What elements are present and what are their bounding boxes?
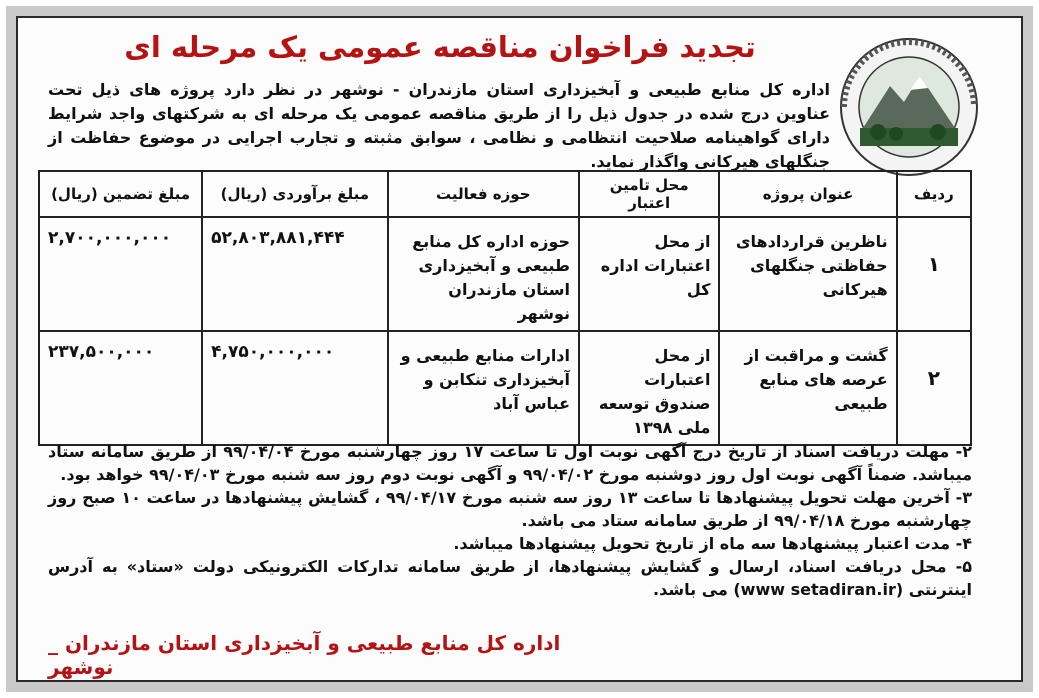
header-activity-scope: حوزه فعالیت [388,171,579,217]
header-row-number: ردیف [897,171,971,217]
funding-source: از محل اعتبارات صندوق توسعه ملی ۱۳۹۸ [579,331,719,445]
intro-paragraph [48,78,830,174]
guarantee-amount: ۲,۷۰۰,۰۰۰,۰۰۰ [39,217,202,331]
term-item: ۲- مهلت دریافت اسناد از تاریخ درج آگهی نوبت اول تا ساعت ۱۷ روز چهارشنبه مورخ ۹۹/۰۴/۰۴ از طریق سامانه ستاد میباشد. ضمناً آگهی نوبت اول روز دوشنبه مورخ ۹۹/۰۴/۰۲ و آگهی نوبت دوم روز سه شنبه مورخ ۹۹/۰۴/۰۳ خواهد بود. [48,442,973,484]
funding-source: از محل اعتبارات اداره کل [579,217,719,331]
guarantee-amount: ۲۳۷,۵۰۰,۰۰۰ [39,331,202,445]
header-funding-source: محل تامین اعتبار [579,171,719,217]
row-number: ۱ [897,217,971,331]
intro-text: اداره کل منابع طبیعی و آبخیزداری استان مازندران - نوشهر در نظر دارد پروژه های ذیل تحت عناوین درج شده در جدول ذیل را از طریق مناقصه عمومی یک مرحله ای به شرکتهای واجد شرایط دارای گواهینامه صلاحیت انتظامی و نظامی ، سوابق مثبته و تجارب اجرایی در موضوع حفاظت از جنگلهای هیرکانی واگذار نماید. [48,80,830,171]
activity-scope: حوزه اداره کل منابع طبیعی و آبخیزداری استان مازندران نوشهر [388,217,579,331]
row-number: ۲ [897,331,971,445]
term-item: ۳- آخرین مهلت تحویل پیشنهادها تا ساعت ۱۳ روز سه شنبه مورخ ۹۹/۰۴/۱۷ ، گشایش پیشنهادها در ساعت ۱۰ صبح روز چهارشنبه مورخ ۹۹/۰۴/۱۸ از طریق سامانه ستاد می باشد. [48,488,973,530]
estimate-amount: ۴,۷۵۰,۰۰۰,۰۰۰ [202,331,387,445]
project-title: گشت و مراقبت از عرصه های منابع طبیعی [719,331,896,445]
footer-signature: اداره کل منابع طبیعی و آبخیزداری استان مازندران _ نوشهر [48,631,561,679]
project-title: ناظرین قراردادهای حفاظتی جنگلهای هیرکانی [719,217,896,331]
term-item: ۴- مدت اعتبار پیشنهادها سه ماه از تاریخ تحویل پیشنهادها میباشد. [453,534,972,553]
table-row [39,217,971,331]
header-project-title: عنوان پروژه [719,171,896,217]
table-row [39,331,971,445]
estimate-amount: ۵۲,۸۰۳,۸۸۱,۴۴۴ [202,217,387,331]
header-estimate-amount: مبلغ برآوردی (ریال) [202,171,387,217]
header-guarantee-amount: مبلغ تضمین (ریال) [39,171,202,217]
table-header-row [39,171,971,217]
tender-table [38,170,972,446]
activity-scope: ادارات منابع طبیعی و آبخیزداری تنکابن و عباس آباد [388,331,579,445]
ad-title: تجدید فراخوان مناقصه عمومی یک مرحله ای [124,30,756,64]
term-item: ۵- محل دریافت اسناد، ارسال و گشایش پیشنهادها، از طریق سامانه تدارکات الکترونیکی دولت «ستاد» به آدرس اینترنتی (www setadiran.ir) می باشد. [48,557,972,599]
terms-section [48,440,972,601]
organization-logo-icon [838,36,980,178]
